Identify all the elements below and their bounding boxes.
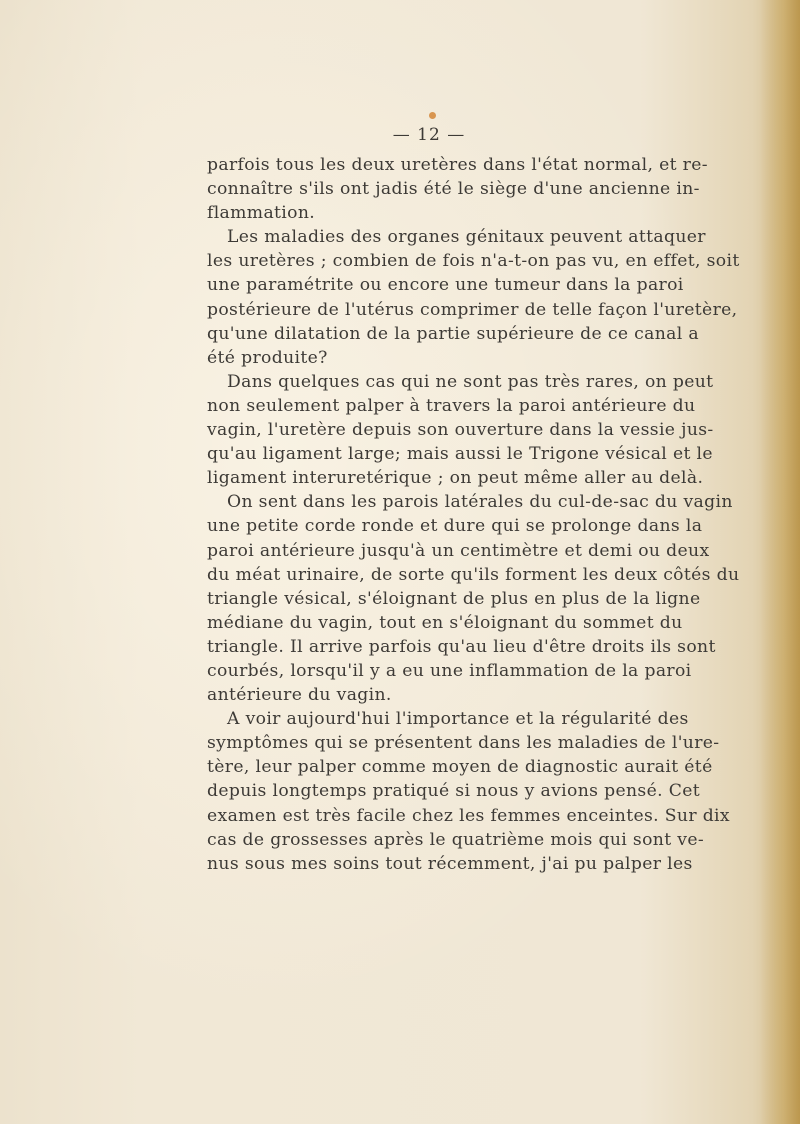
text-line: qu'au ligament large; mais aussi le Trigone vésical et le (207, 444, 713, 465)
text-line: flammation. (207, 203, 316, 224)
ink-spot (429, 112, 436, 119)
text-line: triangle vésical, s'éloignant de plus en plus de la ligne (207, 588, 701, 609)
text-line: A voir aujourd'hui l'importance et la régularité des (227, 709, 689, 730)
text-line: parfois tous les deux uretères dans l'état normal, et re- (207, 155, 708, 175)
text-line: postérieure de l'utérus comprimer de telle façon l'uretère, (207, 299, 738, 320)
text-line: du méat urinaire, de sorte qu'ils forment les deux côtés du (207, 564, 740, 585)
text-line: Dans quelques cas qui ne sont pas très rares, on peut (227, 371, 714, 392)
text-line: antérieure du vagin. (207, 685, 392, 706)
text-line: qu'une dilatation de la partie supérieure de ce canal a (207, 323, 700, 344)
text-line: tère, leur palper comme moyen de diagnostic aurait été (207, 757, 713, 778)
text-line: les uretères ; combien de fois n'a-t-on pas vu, en effet, soit (207, 251, 740, 272)
text-line: ligament interuretérique ; on peut même aller au delà. (207, 468, 704, 489)
text-line: depuis longtemps pratiqué si nous y avions pensé. Cet (207, 781, 701, 802)
text-line: nus sous mes soins tout récemment, j'ai pu palper les (207, 853, 693, 874)
text-line: cas de grossesses après le quatrième mois qui sont ve- (207, 829, 705, 850)
text-line: médiane du vagin, tout en s'éloignant du sommet du (207, 612, 683, 633)
text-line: triangle. Il arrive parfois qu'au lieu d'être droits ils sont (207, 636, 716, 657)
text-line: paroi antérieure jusqu'à un centimètre et demi ou deux (207, 540, 710, 561)
text-line: On sent dans les parois latérales du cul-de-sac du vagin (227, 492, 733, 513)
text-line: une paramétrite ou encore une tumeur dans la paroi (207, 275, 684, 296)
text-line: connaître s'ils ont jadis été le siège d'une ancienne in- (207, 179, 700, 200)
text-line: non seulement palper à travers la paroi antérieure du (207, 395, 696, 416)
text-line: examen est très facile chez les femmes enceintes. Sur dix (207, 805, 730, 826)
page-edge-stain (760, 0, 800, 1124)
page-number: — 12 — (392, 125, 466, 145)
text-line: symptômes qui se présentent dans les maladies de l'ure- (207, 733, 720, 754)
body-text (207, 153, 740, 876)
text-line: vagin, l'uretère depuis son ouverture dans la vessie jus- (207, 420, 714, 441)
text-line: Les maladies des organes génitaux peuvent attaquer (227, 227, 706, 248)
text-line: courbés, lorsqu'il y a eu une inflammation de la paroi (207, 660, 692, 681)
text-line: une petite corde ronde et dure qui se prolonge dans la (207, 516, 703, 537)
text-line: été produite? (207, 347, 328, 368)
